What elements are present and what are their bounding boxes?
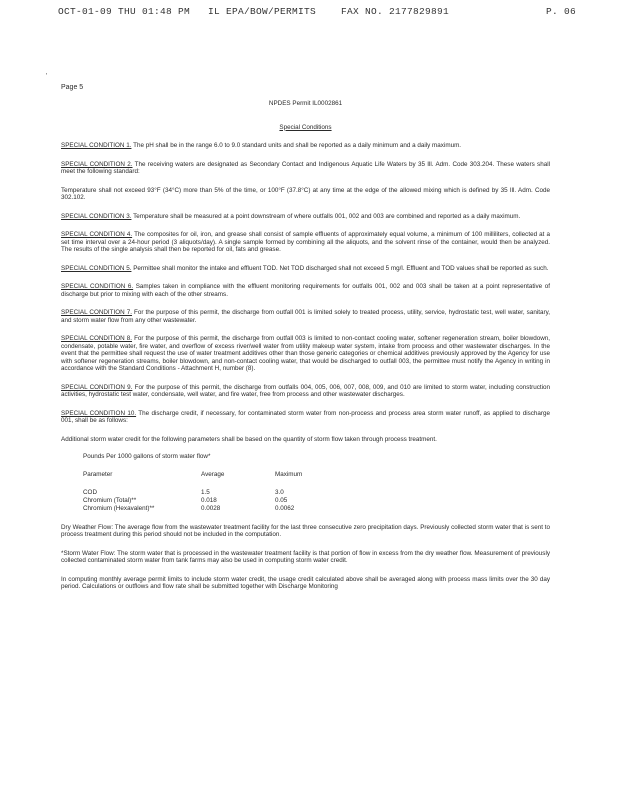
credit-table-header [83,471,355,489]
special-condition-paragraph [61,309,550,324]
special-condition-paragraph [61,213,550,221]
table-cell: Chromium (Total)** [83,496,137,504]
document-title: NPDES Permit IL0002861 [268,100,343,107]
special-condition-text: For the purpose of this permit, the discharge from outfalls 004, 005, 006, 007, 008, 009, and 010 are limited to storm water, including construction activities, hydrostatic test water, condensate, well water, and fire water, free from process and other wastewater discharges. [61,383,550,398]
scan-mark: ' [46,73,48,80]
special-condition-text: For the purpose of this permit, the discharge from outfall 001 is limited solely to treated process, utility, service, hydrostatic test, well water, sanitary, and storm water flow from any other wastewater. [61,309,551,324]
table-row [83,489,355,497]
factors-title: Pounds Per 1000 gallons of storm water flow* [83,453,211,460]
table-row [83,497,355,505]
special-condition-paragraph [61,187,550,202]
table-row [83,505,355,513]
fax-header [58,6,603,20]
header-average: Average [201,470,225,478]
table-cell: COD [83,488,97,496]
fax-page-number: P. 06 [546,6,577,17]
conditions-list [61,142,550,425]
special-condition-text: Samples taken in compliance with the effluent monitoring requirements for outfalls 001, 002 and 003 shall be taken at a point representative of discharge but prior to mixing with each of the other streams. [61,283,551,298]
footnote-monthly-average: In computing monthly average permit limits to include storm water credit, the usage credit calculated above shall be averaged along with process mass limits over the 30 day period. Calculations or outflows and flow rate shall be submitted together with Discharge Monitoring [61,575,550,590]
special-condition-text: The composites for oil, iron, and grease shall consist of sample effluents of approximately equal volume, a minimum of 100 milliliters, collected at a set time interval over a 24-hour period (3 aliquots/day). A single sample formed by combining all the aliquots, and the solvent rinse of the container, would then be analyzed. The results of the single analysis shall then be reported for oil, fats and grease. [61,231,550,253]
fax-sender: IL EPA/BOW/PERMITS [208,6,317,17]
table-cell: 0.0028 [201,504,221,512]
document-body [61,100,550,591]
special-condition-text: Temperature shall not exceed 93°F (34°C) more than 5% of the time, or 100°F (37.8°C) at any time at the edge of the allowed mixing which is defined by 35 Ill. Adm. Code 302.102. [61,186,550,201]
special-condition-paragraph [61,335,550,373]
special-condition-paragraph [61,410,550,425]
special-condition-label: SPECIAL CONDITION 8. [61,335,133,342]
credit-intro: Additional storm water credit for the following parameters shall be based on the quantity of storm flow taken through process treatment. [61,435,437,443]
footnote-storm-water: *Storm Water Flow: The storm water that is processed in the wastewater treatment facility is that portion of flow in excess from the dry weather flow. Measurement of previously collected contaminated storm water from tank farms may also be used in computing storm water credit. [61,549,550,564]
special-condition-label: SPECIAL CONDITION 7. [61,309,133,316]
footnote-dry-weather: Dry Weather Flow: The average flow from the wastewater treatment facility for the last three consecutive zero precipitation days. Previously collected storm water that is sent to process treatment during this period should not be included in the computation. [61,523,550,538]
table-cell: 0.018 [201,496,217,504]
header-parameter: Parameter [83,470,113,478]
special-condition-paragraph [61,231,550,254]
special-condition-label: SPECIAL CONDITION 9. [61,383,133,391]
header-maximum: Maximum [275,470,303,478]
special-condition-text: For the purpose of this permit, the discharge from outfall 003 is limited to non-contact cooling water, softener regeneration stream, boiler blowdown, condensate, potable water, fire water, and overflow of excess river/well water from utility makeup water system, intake from process and other wastewater discharges. In the event that the permittee shall request the use of water treatment additives other than those generic categories or chemical additives previously approved by the Agency for use with softener regeneration streams, boiler blowdown, and non-contact cooling water, that would be discharged to outfall 003, the permittee must notify the Agency in writing in accordance with the Standard Conditions - Attachment H, number (8). [61,335,550,372]
special-condition-paragraph [61,283,550,298]
special-condition-paragraph [61,384,550,399]
special-condition-label: SPECIAL CONDITION 1. [61,142,132,149]
table-cell: 1.5 [201,488,210,496]
special-condition-label: SPECIAL CONDITION 10. [61,409,137,417]
special-condition-label: SPECIAL CONDITION 5. [61,264,132,272]
fax-number: FAX NO. 2177829891 [341,6,450,17]
special-condition-paragraph [61,161,550,176]
table-cell: 3.0 [275,488,284,496]
special-condition-text: The receiving waters are designated as Secondary Contact and Indigenous Aquatic Life Waters by 35 Ill. Adm. Code 303.204. These waters shall meet the following standard: [61,160,550,175]
credit-table [83,471,355,513]
page-label: Page 5 [61,84,84,91]
special-condition-paragraph [61,265,550,273]
table-cell: 0.0062 [275,504,295,512]
table-cell: Chromium (Hexavalent)** [83,504,155,512]
table-cell: 0.05 [275,496,288,504]
special-condition-label: SPECIAL CONDITION 2. [61,160,133,168]
special-condition-label: SPECIAL CONDITION 4. [61,231,133,238]
special-condition-text: The pH shall be in the range 6.0 to 9.0 standard units and shall be reported as a daily minimum and a daily maximum. [133,142,462,149]
special-condition-paragraph [61,142,550,150]
special-condition-text: Permittee shall monitor the intake and effluent TOD. Net TOD discharged shall not exceed 5 mg/l. Effluent and TOD values shall be reported as such. [133,264,549,272]
document-subtitle: Special Conditions [279,123,332,131]
special-condition-text: The discharge credit, if necessary, for contaminated storm water from non-process and process area storm water runoff, as applied to discharge 001, shall be as follows: [61,409,550,424]
special-condition-text: Temperature shall be measured at a point downstream of where outfalls 001, 002 and 003 are combined and reported as a daily maximum. [133,212,521,220]
fax-date-time: OCT-01-09 THU 01:48 PM [58,6,191,17]
special-condition-label: SPECIAL CONDITION 6. [61,283,134,290]
special-condition-label: SPECIAL CONDITION 3. [61,212,132,220]
